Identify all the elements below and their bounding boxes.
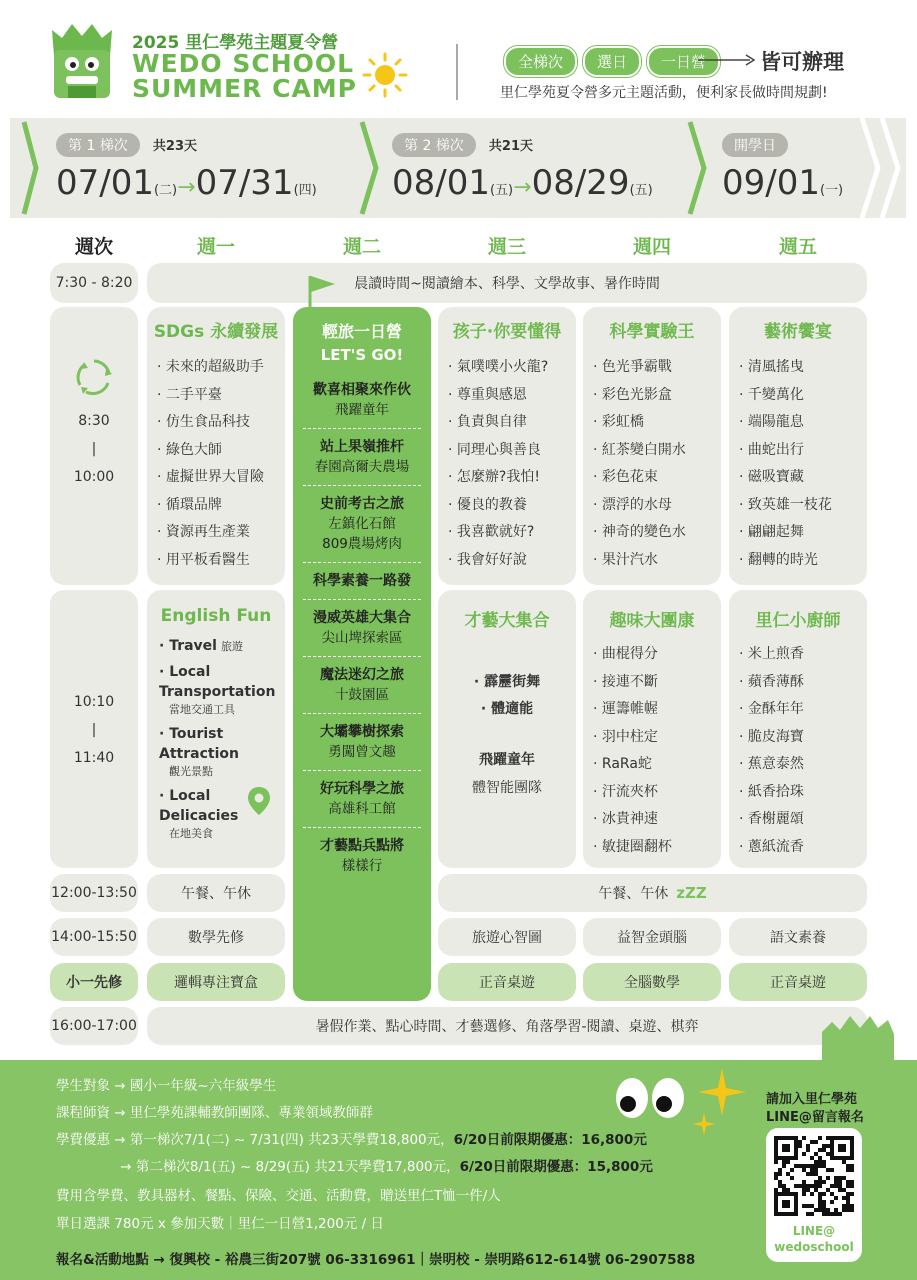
footer-label: 學生對象 xyxy=(56,1078,110,1094)
slot2-start: 10:10 xyxy=(73,694,115,710)
trip-item xyxy=(303,486,421,563)
arrow-icon xyxy=(698,52,756,68)
list-item: · 千變萬化 xyxy=(739,382,867,410)
wed-slot2 xyxy=(438,590,576,868)
list-item: · 敏捷圈翻杯 xyxy=(593,834,721,862)
list-item: · 我喜歡就好? xyxy=(448,519,576,547)
afternoon-thu: 益智金頭腦 xyxy=(583,918,721,956)
trip-item xyxy=(303,372,421,429)
list-item: · 色光爭霸戰 xyxy=(593,354,721,382)
wed-slot2-group-sub: 體智能團隊 xyxy=(472,780,542,796)
slot1-start: 8:30 xyxy=(78,413,110,429)
trip-item xyxy=(303,600,421,657)
list-item: · 金酥年年 xyxy=(739,696,867,724)
list-item: · 香榭麗頌 xyxy=(739,806,867,834)
trip-title: 歡喜相聚來作伙 xyxy=(313,382,411,398)
list-item: · 彩色花束 xyxy=(593,464,721,492)
list-item: · 神奇的變色水 xyxy=(593,519,721,547)
fee-note: 費用含學費、教具器材、餐點、保險、交通、活動費，贈送里仁T恤一件/人 xyxy=(56,1188,501,1204)
school-start-dow: (一) xyxy=(819,183,844,198)
school-start-date: 09/01 xyxy=(722,163,820,203)
footer-label: 學費優惠 xyxy=(56,1132,110,1148)
pill-full-session: 全梯次 xyxy=(504,46,577,77)
chinese-term: 在地美食 xyxy=(169,827,213,840)
trip-place: 左鎮化石館 xyxy=(328,516,396,532)
slot1-sep: | xyxy=(91,441,97,457)
wed-slot1-title: 孩子·你要懂得 xyxy=(452,322,562,342)
english-term: · Travel xyxy=(159,638,217,654)
afternoon-wed: 旅遊心智圖 xyxy=(438,918,576,956)
list-item: · 果汁汽水 xyxy=(593,547,721,575)
line-join-1: 請加入里仁學苑 xyxy=(766,1092,858,1107)
list-item: · 漂浮的水母 xyxy=(593,492,721,520)
wed-slot1-list xyxy=(438,354,576,574)
list-item: · 仿生食品科技 xyxy=(157,409,285,437)
morning-activity: 晨讀時間~閱讀繪本、科學、文學故事、暑作時間 xyxy=(147,263,867,303)
list-item xyxy=(159,662,285,718)
trip-title: 科學素養一路發 xyxy=(313,573,411,589)
fri-slot2-title: 里仁小廚師 xyxy=(755,611,841,631)
trip-place: 樣樣行 xyxy=(341,858,383,874)
list-item: · 磁吸寶藏 xyxy=(739,464,867,492)
session-2-start: 08/01 xyxy=(392,163,490,203)
thu-slot2 xyxy=(583,590,721,868)
footer-line: → 第二梯次8/1(五) ~ 8/29(五) 共21天學費17,800元，6/20日前限期優惠：15,800元 xyxy=(116,1159,653,1175)
sleep-icon: zZZ xyxy=(676,884,707,902)
list-item xyxy=(159,636,285,656)
wed-slot1 xyxy=(438,307,576,585)
list-item: · 資源再生產業 xyxy=(157,519,285,547)
session-1 xyxy=(56,133,317,203)
trip-place: 十鼓園區 xyxy=(335,687,389,703)
list-item: · 清風搖曳 xyxy=(739,354,867,382)
col-thu: 週四 xyxy=(632,236,671,258)
list-item: · 蔥紙流香 xyxy=(739,834,867,862)
trip-item xyxy=(303,657,421,714)
list-item: · 優良的教養 xyxy=(448,492,576,520)
trip-place: 春園高爾夫農場 xyxy=(314,459,410,475)
list-item: · 虛擬世界大冒險 xyxy=(157,464,285,492)
option-pills xyxy=(504,46,720,77)
session-1-start-dow: (二) xyxy=(153,183,178,198)
session-1-days: 共23天 xyxy=(152,139,197,154)
session-2-end-dow: (五) xyxy=(629,183,653,198)
list-item: · 二手平臺 xyxy=(157,382,285,410)
camp-year-title: 2025 里仁學苑主題夏令營 xyxy=(132,33,339,53)
eyes-icon xyxy=(614,1076,688,1120)
brand-line-1: WEDO SCHOOL xyxy=(132,49,355,78)
brand-line-2: SUMMER CAMP xyxy=(132,74,357,103)
trip-title: 才藝點兵點將 xyxy=(320,838,404,854)
sparkle-icon xyxy=(690,1068,750,1144)
afternoon-fri: 語文素養 xyxy=(729,918,867,956)
trip-item xyxy=(303,828,421,884)
session-2-days: 共21天 xyxy=(488,139,533,154)
pre-thu: 全腦數學 xyxy=(583,963,721,1001)
list-item: · 脆皮海寶 xyxy=(739,724,867,752)
list-item: · 紙香拾珠 xyxy=(739,779,867,807)
lunch-time: 12:00-13:50 xyxy=(50,874,138,912)
pre-mon: 邏輯專注寶盒 xyxy=(147,963,285,1001)
tue-trip-list xyxy=(293,372,431,884)
school-start-tag: 開學日 xyxy=(722,133,788,157)
mon-slot2-title: English Fun xyxy=(160,606,272,626)
list-item: · 循環品牌 xyxy=(157,492,285,520)
pre-wed: 正音桌遊 xyxy=(438,963,576,1001)
slot2-sep: | xyxy=(91,722,97,738)
pre-fri: 正音桌遊 xyxy=(729,963,867,1001)
list-item: · 致英雄一枝花 xyxy=(739,492,867,520)
qr-code[interactable] xyxy=(774,1136,854,1216)
thu-slot1-title: 科學實驗王 xyxy=(609,322,695,342)
col-fri: 週五 xyxy=(778,236,817,258)
trip-place: 高雄科工館 xyxy=(328,801,396,817)
chinese-term: 觀光景點 xyxy=(169,765,213,778)
map-pin-icon xyxy=(247,786,271,816)
wed-slot2-item: · 霹靂街舞 xyxy=(473,674,541,690)
trip-place: 飛躍童年 xyxy=(335,402,389,418)
session-1-tag: 第 1 梯次 xyxy=(56,133,140,157)
trip-item xyxy=(303,771,421,828)
afternoon-mon: 數學先修 xyxy=(147,918,285,956)
recycle-icon xyxy=(72,355,116,399)
footer-line: 學費優惠 → 第一梯次7/1(二) ~ 7/31(四) 共23天學費18,800元，6/20日前限期優惠：16,800元 xyxy=(56,1132,647,1148)
session-2-end: 08/29 xyxy=(531,163,630,203)
list-item: · 端陽龍息 xyxy=(739,409,867,437)
thu-slot1-list xyxy=(583,354,721,574)
tue-head-2: LET'S GO! xyxy=(320,346,404,364)
trip-place: 尖山埤探索區 xyxy=(321,630,403,646)
footer-discount: 6/20日前限期優惠：16,800元 xyxy=(453,1132,647,1148)
lunch-mon: 午餐、午休 xyxy=(147,874,285,912)
session-1-end-dow: (四) xyxy=(293,183,317,198)
col-wed: 週三 xyxy=(487,236,526,258)
list-item: · 翻轉的時光 xyxy=(739,547,867,575)
tue-head-1: 輕旅一日營 xyxy=(321,322,402,341)
trip-title: 大壩攀樹探索 xyxy=(320,724,404,740)
evening-activity: 暑假作業、點心時間、才藝選修、角落學習-閱讀、桌遊、棋弈 xyxy=(147,1007,867,1045)
list-item: · 接連不斷 xyxy=(593,669,721,697)
session-2 xyxy=(392,133,653,203)
trip-title: 漫威英雄大集合 xyxy=(313,610,411,626)
slot1-time xyxy=(50,307,138,585)
list-item: · 未來的超級助手 xyxy=(157,354,285,382)
session-1-start: 07/01 xyxy=(56,163,154,203)
list-item: · 羽中柱定 xyxy=(593,724,721,752)
footer-label: 課程師資 xyxy=(56,1105,110,1121)
line-join-2: LINE@留言報名 xyxy=(766,1110,864,1125)
mon-slot2 xyxy=(147,590,285,868)
list-item: · 蘋香薄酥 xyxy=(739,669,867,697)
tue-one-day-camp xyxy=(293,307,431,1001)
session-2-start-dow: (五) xyxy=(489,183,514,198)
school-start xyxy=(722,133,843,203)
list-item: · 紅茶變白開水 xyxy=(593,437,721,465)
list-item: · 彩色光影盒 xyxy=(593,382,721,410)
qr-code-card[interactable] xyxy=(766,1128,862,1262)
list-item: · 汗流夾杯 xyxy=(593,779,721,807)
footer-text: 國小一年級~六年級學生 xyxy=(129,1078,277,1094)
wed-slot2-title: 才藝大集合 xyxy=(464,611,550,631)
col-mon: 週一 xyxy=(196,236,235,258)
footer-discount: 6/20日前限期優惠：15,800元 xyxy=(459,1159,653,1175)
pill-one-day: 一日營 xyxy=(647,46,720,77)
session-1-end: 07/31 xyxy=(195,163,294,203)
list-item: · 我會好好說 xyxy=(448,547,576,575)
fri-slot2-list xyxy=(729,641,867,861)
single-day-price: 單日選課 780元 x 參加天數｜里仁一日營1,200元 / 日 xyxy=(56,1216,384,1232)
mascot-peek-icon xyxy=(818,1012,898,1064)
list-item: · RaRa蛇 xyxy=(593,751,721,779)
location: 報名&活動地點 → 復興校 - 裕農三街207號 06-3316961｜崇明校 - 崇明路612-614號 06-2907588 xyxy=(56,1252,696,1268)
thu-slot2-title: 趣味大團康 xyxy=(609,611,695,631)
thu-slot2-list xyxy=(583,641,721,861)
list-item: · 運籌帷幄 xyxy=(593,696,721,724)
pill-select-day: 選日 xyxy=(583,46,641,77)
list-item: · 負責與自律 xyxy=(448,409,576,437)
list-item: · 冰貴神速 xyxy=(593,806,721,834)
chinese-term: 當地交通工具 xyxy=(169,703,235,716)
pre-label: 小一先修 xyxy=(50,963,138,1001)
arrow-icon: → xyxy=(177,175,196,200)
list-item xyxy=(159,724,285,780)
list-item: · 曲棍得分 xyxy=(593,641,721,669)
english-term: · Local Delicacies xyxy=(159,788,239,824)
trip-place: 809農場烤肉 xyxy=(322,536,402,552)
list-item: · 尊重與感恩 xyxy=(448,382,576,410)
flag-icon xyxy=(307,274,339,310)
qr-label-2: wedoschool xyxy=(774,1240,854,1254)
list-item: · 米上煎香 xyxy=(739,641,867,669)
list-item: · 氣噗噗小火龍? xyxy=(448,354,576,382)
wed-slot2-item: · 體適能 xyxy=(480,701,534,717)
slot2-time xyxy=(50,590,138,868)
sun-icon xyxy=(362,52,408,98)
list-item: · 用平板看醫生 xyxy=(157,547,285,575)
footer-line: 課程師資 → 里仁學苑課輔教師團隊、專業領域教師群 xyxy=(56,1105,373,1121)
list-item: · 蕉意泰然 xyxy=(739,751,867,779)
fri-slot1-list xyxy=(729,354,867,574)
session-2-tag: 第 2 梯次 xyxy=(392,133,476,157)
trip-title: 站上果嶺推杆 xyxy=(320,439,404,455)
footer-text: 里仁學苑課輔教師團隊、專業領域教師群 xyxy=(129,1105,373,1121)
trip-place: 勇闖曾文趣 xyxy=(328,744,396,760)
list-item: · 曲蛇出行 xyxy=(739,437,867,465)
slot2-end: 11:40 xyxy=(73,750,115,766)
trip-title: 好玩科學之旅 xyxy=(320,781,404,797)
list-item: · 綠色大師 xyxy=(157,437,285,465)
trip-item xyxy=(303,429,421,486)
fri-slot2 xyxy=(729,590,867,868)
list-item: · 同理心與善良 xyxy=(448,437,576,465)
fri-slot1 xyxy=(729,307,867,585)
chinese-term: 旅遊 xyxy=(220,640,243,653)
trip-item xyxy=(303,563,421,600)
english-term: · Local Transportation xyxy=(159,664,276,700)
footer-text: 第一梯次7/1(二) ~ 7/31(四) 共23天學費18,800元， xyxy=(129,1132,454,1148)
mon-slot1-list xyxy=(147,354,285,574)
col-tue: 週二 xyxy=(342,236,381,258)
mascot-logo xyxy=(44,20,120,102)
footer-line: 學生對象 → 國小一年級~六年級學生 xyxy=(56,1078,277,1094)
col-week: 週次 xyxy=(74,236,113,258)
list-item: · 怎麼辦?我怕! xyxy=(448,464,576,492)
mon-slot1-title: SDGs 永續發展 xyxy=(153,322,279,342)
header-divider xyxy=(456,44,458,100)
lunch-rest: 午餐、午休 zZZ xyxy=(438,874,867,912)
wed-slot2-group: 飛躍童年 xyxy=(479,752,535,768)
afternoon-time: 14:00-15:50 xyxy=(50,918,138,956)
thu-slot1 xyxy=(583,307,721,585)
slot1-end: 10:00 xyxy=(73,469,115,485)
english-term: · Tourist Attraction xyxy=(159,726,239,762)
trip-item xyxy=(303,714,421,771)
morning-time: 7:30 - 8:20 xyxy=(50,263,138,303)
arrow-icon: → xyxy=(513,175,532,200)
available-text: 皆可辦理 xyxy=(760,50,844,74)
qr-label-1: LINE@ xyxy=(792,1224,836,1238)
list-item: · 彩虹橋 xyxy=(593,409,721,437)
fri-slot1-title: 藝術饗宴 xyxy=(764,322,832,342)
evening-time: 16:00-17:00 xyxy=(50,1007,138,1045)
mon-slot1 xyxy=(147,307,285,585)
header-subtitle: 里仁學苑夏令營多元主題活動，便利家長做時間規劃! xyxy=(500,85,828,101)
list-item: · 翩翩起舞 xyxy=(739,519,867,547)
trip-title: 史前考古之旅 xyxy=(320,496,404,512)
trip-title: 魔法迷幻之旅 xyxy=(320,667,404,683)
footer-text: 第二梯次8/1(五) ~ 8/29(五) 共21天學費17,800元， xyxy=(135,1159,460,1175)
